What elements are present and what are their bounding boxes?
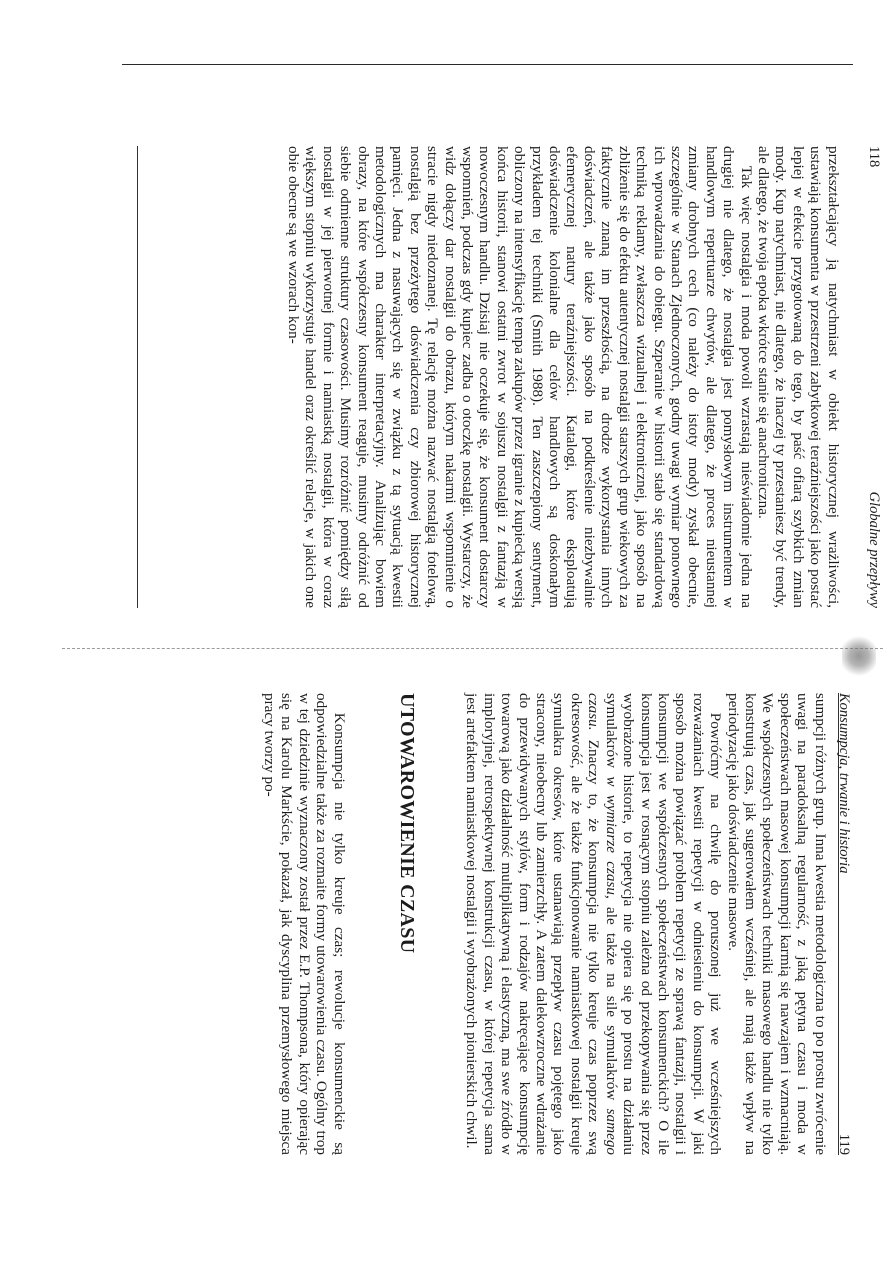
left-page-header: [865, 146, 882, 608]
running-head: Globalne przepływy: [866, 491, 882, 608]
page-fold: [62, 648, 883, 649]
left-page-head-rule: [137, 146, 138, 608]
paragraph-text: ale także na sile symulakrów: [602, 898, 620, 1109]
section-heading: UTOWAROWIENIE CZASU: [396, 693, 419, 954]
right-page-header: [835, 693, 852, 1155]
page-number: 118: [866, 146, 882, 168]
paragraph: [463, 693, 724, 1155]
paragraph-text: Powróćmy na chwilę do poruszonej już we wcześniejszych rozważaniach kwestii repetycji w odniesieniu do konsumpcji. W jaki sposób można powiązać problem repetycji ze sprawą fantazji, nostalgii i konsumpcji we współczesnych społeczeństwach konsumenckich? O ile konsumpcja jest w rosnącym stopniu zależna od przekopywania się przez wyobrażone historie, to repetycja nie opiera się po prostu na działaniu symulakrów: [602, 693, 725, 1155]
scan-smudge: [842, 634, 876, 678]
paragraph-text: Znaczy to, że konsumpcja nie tylko kreuje czas poprzez swą okresowość, ale że także funkcjonowanie namiastkowej nostalgii kreuje symulakra okresów, które ustanawiają przepływ czasu pojętego jako stracony, nieobecny lub zamierzchły. A zatem dalekowzroczne wdrażanie do przewidywanych stylów, form i rodzajów nakręcające konsumpcję towarową jako działalność multiplikatywną i elastyczną, ma swe źródło w imploryjnej, retrospektywnej konstrukcji czasu, w której repetycja sama jest artefaktem namiastkowej nostalgii i wyobrażonych pionierskich chwil.: [463, 693, 603, 1155]
paragraph: przekształcający ją natychmiast w obiekt historycznej wrażliwości, ustawiają konsumenta w przestrzeni zabytkowej teraźniejszości jako postać lepiej w efekcie przygotowaną do tego, by paść ofiarą szybkich zmian mody. Kup natychmiast, nie dlatego, że inaczej ty przestaniesz być trendy, ale dlatego, że twoja epoka wkrótce stanie się anachroniczna.: [754, 146, 842, 608]
page-number: 119: [836, 1133, 852, 1155]
top-rule: [122, 64, 853, 65]
right-page: [261, 693, 852, 1155]
paragraph: Konsumpcja nie tylko kreuje czas; rewolucje konsumenckie są odpowiedzialne także za rozmaite formy utowarowienia czasu. Ogólny trop w tej dziedzinie wyznaczony został przez E.P. Thompsona, który opierając się na Karolu Markście, pokazał, jak dyscyplina przemysłowego miejsca pracy tworzy po-: [261, 693, 348, 1155]
emphasis: samego czasu.: [585, 693, 620, 1156]
paragraph: sumpcji różnych grup. Inna kwestia metodologiczna to po prostu zwrócenie uwagi na paradoksalną regularność, z jaką pętyna czasu i moda w społeczeństwach masowej konsumpcji karmią się nawzajem i wzmacniają. We współczesnych społeczeństwach techniki masowego handlu nie tylko konstruują czas, jak sugerowałem wcześniej, ale mają także wpływ na periodyzację jako doświadczenie masowe.: [724, 693, 829, 1155]
running-head: Konsumpcja, trwanie i historia: [836, 693, 852, 874]
left-page: [285, 146, 882, 608]
paragraph: Tak więc nostalgia i moda powoli wzrastają nieświadomie jedna na drugiej nie dlatego, że nostalgia jest pomysłowym instrumentem w handlowym repertuarze chwytów, ale dlatego, że proces nieustannej zmiany drobnych cech (co należy do istoty mody) zyskał obecnie, szczególnie w Stanach Zjednoczonych, godny uwagi wymiar ponownego ich wprowadzania do obiegu. Szperanie w historii stało się standardową techniką reklamy, zwłaszcza wizualnej i elektronicznej, jako sposób na zbliżenie się do efektu autentycznej nostalgii starszych grup wiekowych za faktycznie znaną im przeszłością, na drodze wykorzystania innych doświadczeń, ale także jako sposób na podkreślenie niezbywalnie efemerycznej natury teraźniejszości. Katalogi, które eksploatują doświadczenie kolonialne dla celów handlowych są doskonałym przykładem tej techniki (Smith 1988). Ten zaszczepiony sentyment, obliczony na intensyfikację tempa zakupów przez igranie z kupiecką wersją końca historii, stanowi ostatni zwrot w sojuszu nostalgii z fantazją w nowoczesnym handlu. Dzisiaj nie oczekuje się, że konsument dostarczy wspomnień, podczas gdy kupiec zadba o otoczkę nostalgii. Wystarczy, że widz dołączy dar nostalgii do obrazu, którym nakarmi wspomnienie o stracie nigdy niedoznanej. Tę relację można nazwać nostalgią fotelową, nostalgią bez przeżytego doświadczenia czy zbiorowej historycznej pamięci. Jedna z nasuwających się w związku z tą sytuacją kwestii metodologicznych ma charakter interpretacyjny. Analizując bowiem obrazy, na które współczesny konsument reaguje, musimy odróżnić od siebie odmienne struktury czasowości. Musimy rozróżnić pomiędzy siłą nostalgii w jej pierwotnej formie i namiastką nostalgii, która w coraz większym stopniu wykorzystuje handel oraz określić relacje, w jakich one obie obecne są we wzorach kon-: [285, 146, 755, 608]
emphasis: w wymiarze czasu,: [602, 776, 620, 899]
